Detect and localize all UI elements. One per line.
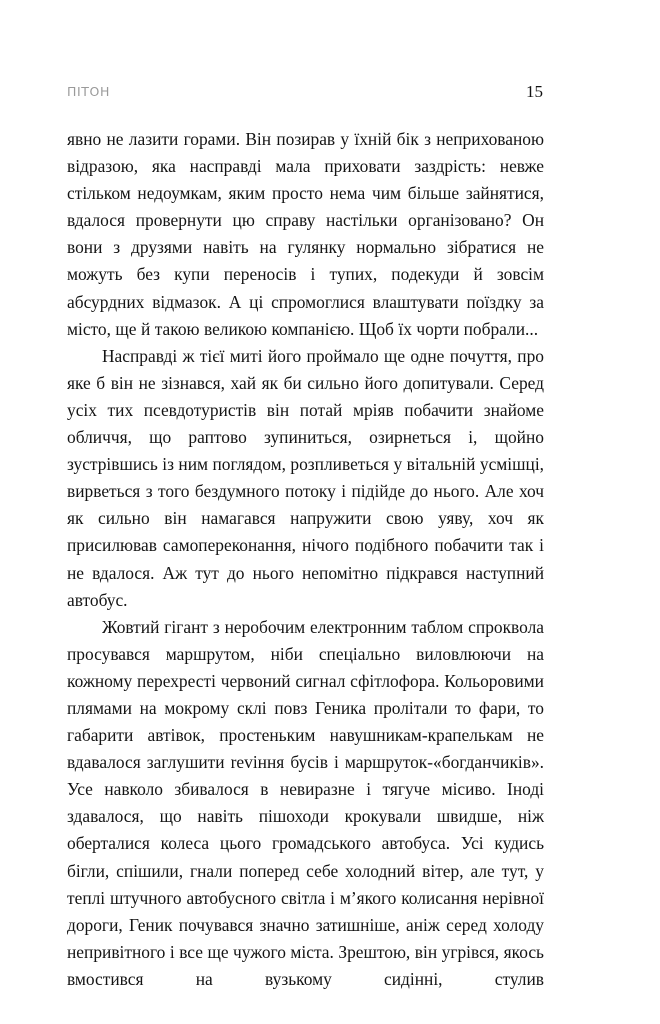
page-number: 15 xyxy=(526,82,543,101)
running-head: ПІТОН xyxy=(67,84,110,99)
paragraph-2: Насправді ж тієї миті його проймало ще одне почуття, про яке б він не зізнався, хай як би сильно його допитували. Серед усіх тих псевдотуристів він потай мріяв побачити знайоме обличчя, що раптово зупиниться, озирнеться і, щойно зустрівшись із ним поглядом, розпливеться у вітальній усмішці, вирветься з того бездумного потоку і підійде до нього. Але хоч як сильно він намагався напружити свою уяву, хоч як присилював самопереконання, нічого подібного побачити так і не вдалося. Аж тут до нього непомітно підкрався наступний автобус. xyxy=(67,345,544,610)
paragraph-3: Жовтий гігант з неробочим електронним таблом спроквола просувався маршрутом, ніби спеціально виловлюючи на кожному перехресті червоний сигнал сфітлофора. Кольоровими плямами на мокрому склі повз Геника пролітали то фари, то габарити автівок, простеньким навушникам-крапелькам не вдавалося заглушити revіння бусів і маршруток-«богданчиків». Усе навколо збивалося в невиразне і тягуче місиво. Іноді здавалося, що навіть пішоходи крокували швидше, ніж оберталися колеса цього громадського автобуса. Усі кудись бігли, спішили, гнали поперед себе холодний вітер, але тут, у теплі штучного автобусного світла і м’якого колисання нерівної дороги, Геник почувався значно затишніше, аніж серед холоду непривітного і все ще чужого міста. Зрештою, він угрівся, якось вмостився на вузькому сидінні, стулив xyxy=(67,616,544,989)
paragraph-1: явно не лазити горами. Він позирав у їхній бік з неприхованою відразою, яка насправді мала приховати заздрість: невже стільком недоумкам, яким просто нема чим більше зайнятися, вдалося провернути цю справу настільки організовано? Он вони з друзями навіть на гулянку нормально зібратися не можуть без купи переносів і тупих, подекуди й зовсім абсурдних відмазок. А ці спромоглися влаштувати поїздку за місто, ще й такою великою компанією. Щоб їх чорти побрали... xyxy=(67,129,544,339)
body-text-block xyxy=(67,126,544,1020)
